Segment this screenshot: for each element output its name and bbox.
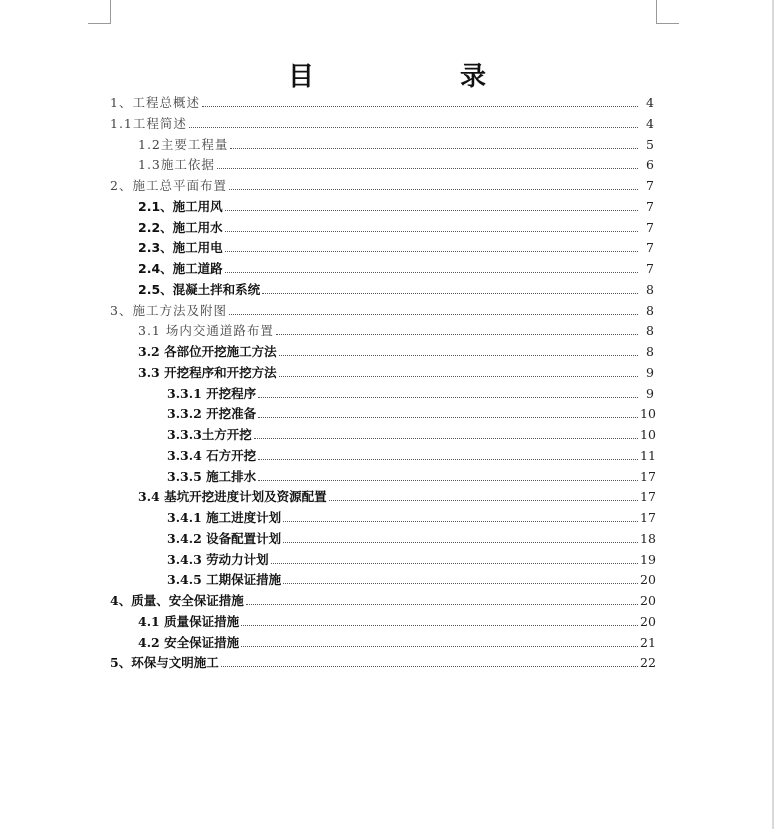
toc-entry[interactable] — [0, 650, 774, 671]
toc-entry[interactable] — [0, 484, 774, 505]
toc-dot-leader — [279, 376, 638, 377]
toc-entry[interactable] — [0, 318, 774, 339]
toc-entry-line — [167, 526, 654, 547]
toc-entry-page-number: 17 — [640, 468, 656, 484]
toc-entry-line — [110, 111, 654, 132]
toc-entry-title: 3.3 开挖程序和开挖方法 — [138, 364, 277, 380]
toc-entry-title: 1.2主要工程量 — [138, 136, 229, 152]
toc-entry-line — [110, 650, 654, 671]
toc-entry-line — [110, 588, 654, 609]
toc-entry-title: 5、环保与文明施工 — [110, 655, 219, 671]
toc-entry-title: 3.3.3土方开挖 — [167, 427, 252, 442]
toc-entry-title: 2、施工总平面布置 — [110, 178, 227, 193]
toc-entry-line — [167, 381, 654, 402]
toc-dot-leader — [271, 563, 638, 564]
toc-entry-page-number: 19 — [640, 551, 656, 567]
toc-dot-leader — [225, 272, 638, 273]
toc-dot-leader — [262, 293, 638, 294]
toc-dot-leader — [202, 106, 638, 107]
toc-entry-page-number: 8 — [646, 323, 654, 339]
toc-entry-line — [167, 505, 654, 526]
toc-entry-title: 1、工程总概述 — [110, 95, 200, 110]
toc-entry-title: 4、质量、安全保证措施 — [110, 593, 244, 608]
toc-entry[interactable] — [0, 298, 774, 319]
toc-dot-leader — [258, 417, 638, 418]
toc-entry-page-number: 10 — [640, 406, 656, 422]
toc-entry-page-number: 8 — [646, 302, 654, 318]
toc-entry[interactable] — [0, 381, 774, 402]
toc-entry-title: 2.1、施工用风 — [138, 198, 223, 214]
toc-dot-leader — [279, 355, 638, 356]
toc-entry[interactable] — [0, 90, 774, 111]
toc-dot-leader — [229, 314, 638, 315]
toc-entry[interactable] — [0, 588, 774, 609]
toc-dot-leader — [329, 500, 638, 501]
toc-entry-page-number: 7 — [646, 178, 654, 193]
toc-entry-page-number: 21 — [640, 634, 656, 650]
toc-dot-leader — [283, 583, 638, 584]
toc-entry-line — [167, 547, 654, 568]
toc-dot-leader — [217, 168, 638, 169]
toc-entry[interactable] — [0, 505, 774, 526]
toc-entry-page-number: 9 — [646, 364, 654, 380]
toc-entry-line — [138, 339, 654, 360]
toc-entry-line — [138, 318, 654, 339]
toc-entry-page-number: 22 — [640, 655, 656, 671]
crop-mark-top-left-vertical — [110, 0, 111, 24]
crop-mark-top-right-horizontal — [657, 23, 679, 24]
toc-entry-page-number: 20 — [640, 572, 656, 588]
toc-entry-page-number: 8 — [646, 281, 654, 297]
toc-entry[interactable] — [0, 215, 774, 236]
toc-entry-title: 1.1工程简述 — [110, 115, 187, 131]
toc-dot-leader — [189, 127, 638, 128]
toc-entry-page-number: 9 — [646, 385, 654, 401]
toc-dot-leader — [254, 438, 638, 439]
toc-entry-line — [167, 401, 654, 422]
toc-entry-page-number: 11 — [640, 447, 656, 463]
crop-mark-top-left-horizontal — [88, 23, 110, 24]
toc-entry-line — [110, 173, 654, 194]
toc-entry-page-number: 8 — [646, 344, 654, 359]
toc-dot-leader — [229, 189, 638, 190]
toc-entry[interactable] — [0, 547, 774, 568]
toc-entry-line — [110, 90, 654, 111]
toc-entry-page-number: 20 — [640, 613, 656, 629]
toc-entry[interactable] — [0, 567, 774, 588]
toc-entry-page-number: 17 — [640, 510, 656, 525]
toc-entry-title: 3.4 基坑开挖进度计划及资源配置 — [138, 489, 327, 505]
toc-entry[interactable] — [0, 111, 774, 132]
toc-entry-title: 3.4.1 施工进度计划 — [167, 510, 282, 525]
toc-entry[interactable] — [0, 256, 774, 277]
toc-entry[interactable] — [0, 173, 774, 194]
toc-entry[interactable] — [0, 401, 774, 422]
toc-entry-page-number: 4 — [646, 115, 654, 131]
toc-dot-leader — [241, 625, 638, 626]
toc-entry[interactable] — [0, 360, 774, 381]
toc-entry-title: 3.1 场内交通道路布置 — [138, 323, 274, 339]
toc-entry[interactable] — [0, 609, 774, 630]
toc-dot-leader — [258, 480, 638, 481]
toc-entry-title: 3.2 各部位开挖施工方法 — [138, 344, 277, 359]
toc-dot-leader — [225, 231, 638, 232]
toc-entry-page-number: 18 — [640, 530, 656, 546]
toc-entry[interactable] — [0, 630, 774, 651]
toc-dot-leader — [221, 666, 638, 667]
toc-entry-line — [138, 194, 654, 215]
toc-dot-leader — [258, 459, 638, 460]
toc-entry-title: 3.3.2 开挖准备 — [167, 406, 257, 422]
toc-entry-line — [138, 630, 654, 651]
toc-entry[interactable] — [0, 277, 774, 298]
toc-entry-title: 2.2、施工用水 — [138, 219, 223, 235]
toc-entry-title: 4.1 质量保证措施 — [138, 613, 240, 629]
toc-dot-leader — [241, 646, 638, 647]
toc-dot-leader — [283, 542, 638, 543]
toc-dot-leader — [258, 397, 638, 398]
toc-entry-line — [138, 609, 654, 630]
toc-entry-page-number: 20 — [640, 593, 656, 608]
toc-entry-title: 3.4.2 设备配置计划 — [167, 530, 282, 546]
toc-entry-title: 3.3.4 石方开挖 — [167, 447, 257, 463]
toc-entry-line — [167, 422, 654, 443]
crop-mark-top-right-vertical — [656, 0, 657, 24]
toc-dot-leader — [225, 210, 638, 211]
toc-entry-line — [138, 484, 654, 505]
toc-entry[interactable] — [0, 443, 774, 464]
toc-entry-line — [138, 360, 654, 381]
toc-title: 目 录 — [287, 62, 546, 92]
toc-entry[interactable] — [0, 464, 774, 485]
toc-entry-title: 1.3施工依据 — [138, 157, 215, 173]
toc-entry-page-number: 7 — [646, 219, 654, 235]
toc-entry-page-number: 7 — [646, 240, 654, 256]
toc-entry-page-number: 6 — [646, 157, 654, 173]
toc-entry-line — [167, 443, 654, 464]
toc-entry-line — [167, 567, 654, 588]
toc-entry-line — [167, 464, 654, 485]
toc-entry-title: 3.3.5 施工排水 — [167, 468, 257, 484]
toc-entry-title: 3.4.5 工期保证措施 — [167, 572, 282, 588]
toc-entry-page-number: 4 — [646, 95, 654, 110]
toc-entry-page-number: 7 — [646, 198, 654, 214]
toc-entry-title: 2.5、混凝土拌和系统 — [138, 281, 261, 297]
toc-entry[interactable] — [0, 339, 774, 360]
toc-dot-leader — [230, 148, 638, 149]
toc-entry-line — [138, 235, 654, 256]
toc-entry-line — [138, 215, 654, 236]
toc-entry-title: 2.3、施工用电 — [138, 240, 223, 256]
toc-entry[interactable] — [0, 152, 774, 173]
toc-entry-page-number: 17 — [640, 489, 656, 505]
toc-entry[interactable] — [0, 132, 774, 153]
toc-entry[interactable] — [0, 422, 774, 443]
toc-entry-title: 3.3.1 开挖程序 — [167, 385, 257, 401]
toc-entry-line — [138, 152, 654, 173]
toc-entry-title: 3、施工方法及附图 — [110, 302, 227, 318]
toc-dot-leader — [283, 521, 638, 522]
toc-entry[interactable] — [0, 235, 774, 256]
toc-dot-leader — [246, 604, 638, 605]
toc-dot-leader — [225, 251, 638, 252]
toc-entry-line — [138, 132, 654, 153]
toc-entry-line — [138, 256, 654, 277]
toc-entry-page-number: 7 — [646, 261, 654, 276]
toc-entry-page-number: 10 — [640, 427, 656, 442]
toc-entry-page-number: 5 — [646, 136, 654, 152]
toc-dot-leader — [276, 334, 638, 335]
toc-entry-line — [138, 277, 654, 298]
toc-entry[interactable] — [0, 526, 774, 547]
toc-entry-title: 2.4、施工道路 — [138, 261, 223, 276]
toc-entry-title: 4.2 安全保证措施 — [138, 634, 240, 650]
toc-entry[interactable] — [0, 194, 774, 215]
toc-entry-title: 3.4.3 劳动力计划 — [167, 551, 269, 567]
toc-entry-line — [110, 298, 654, 319]
